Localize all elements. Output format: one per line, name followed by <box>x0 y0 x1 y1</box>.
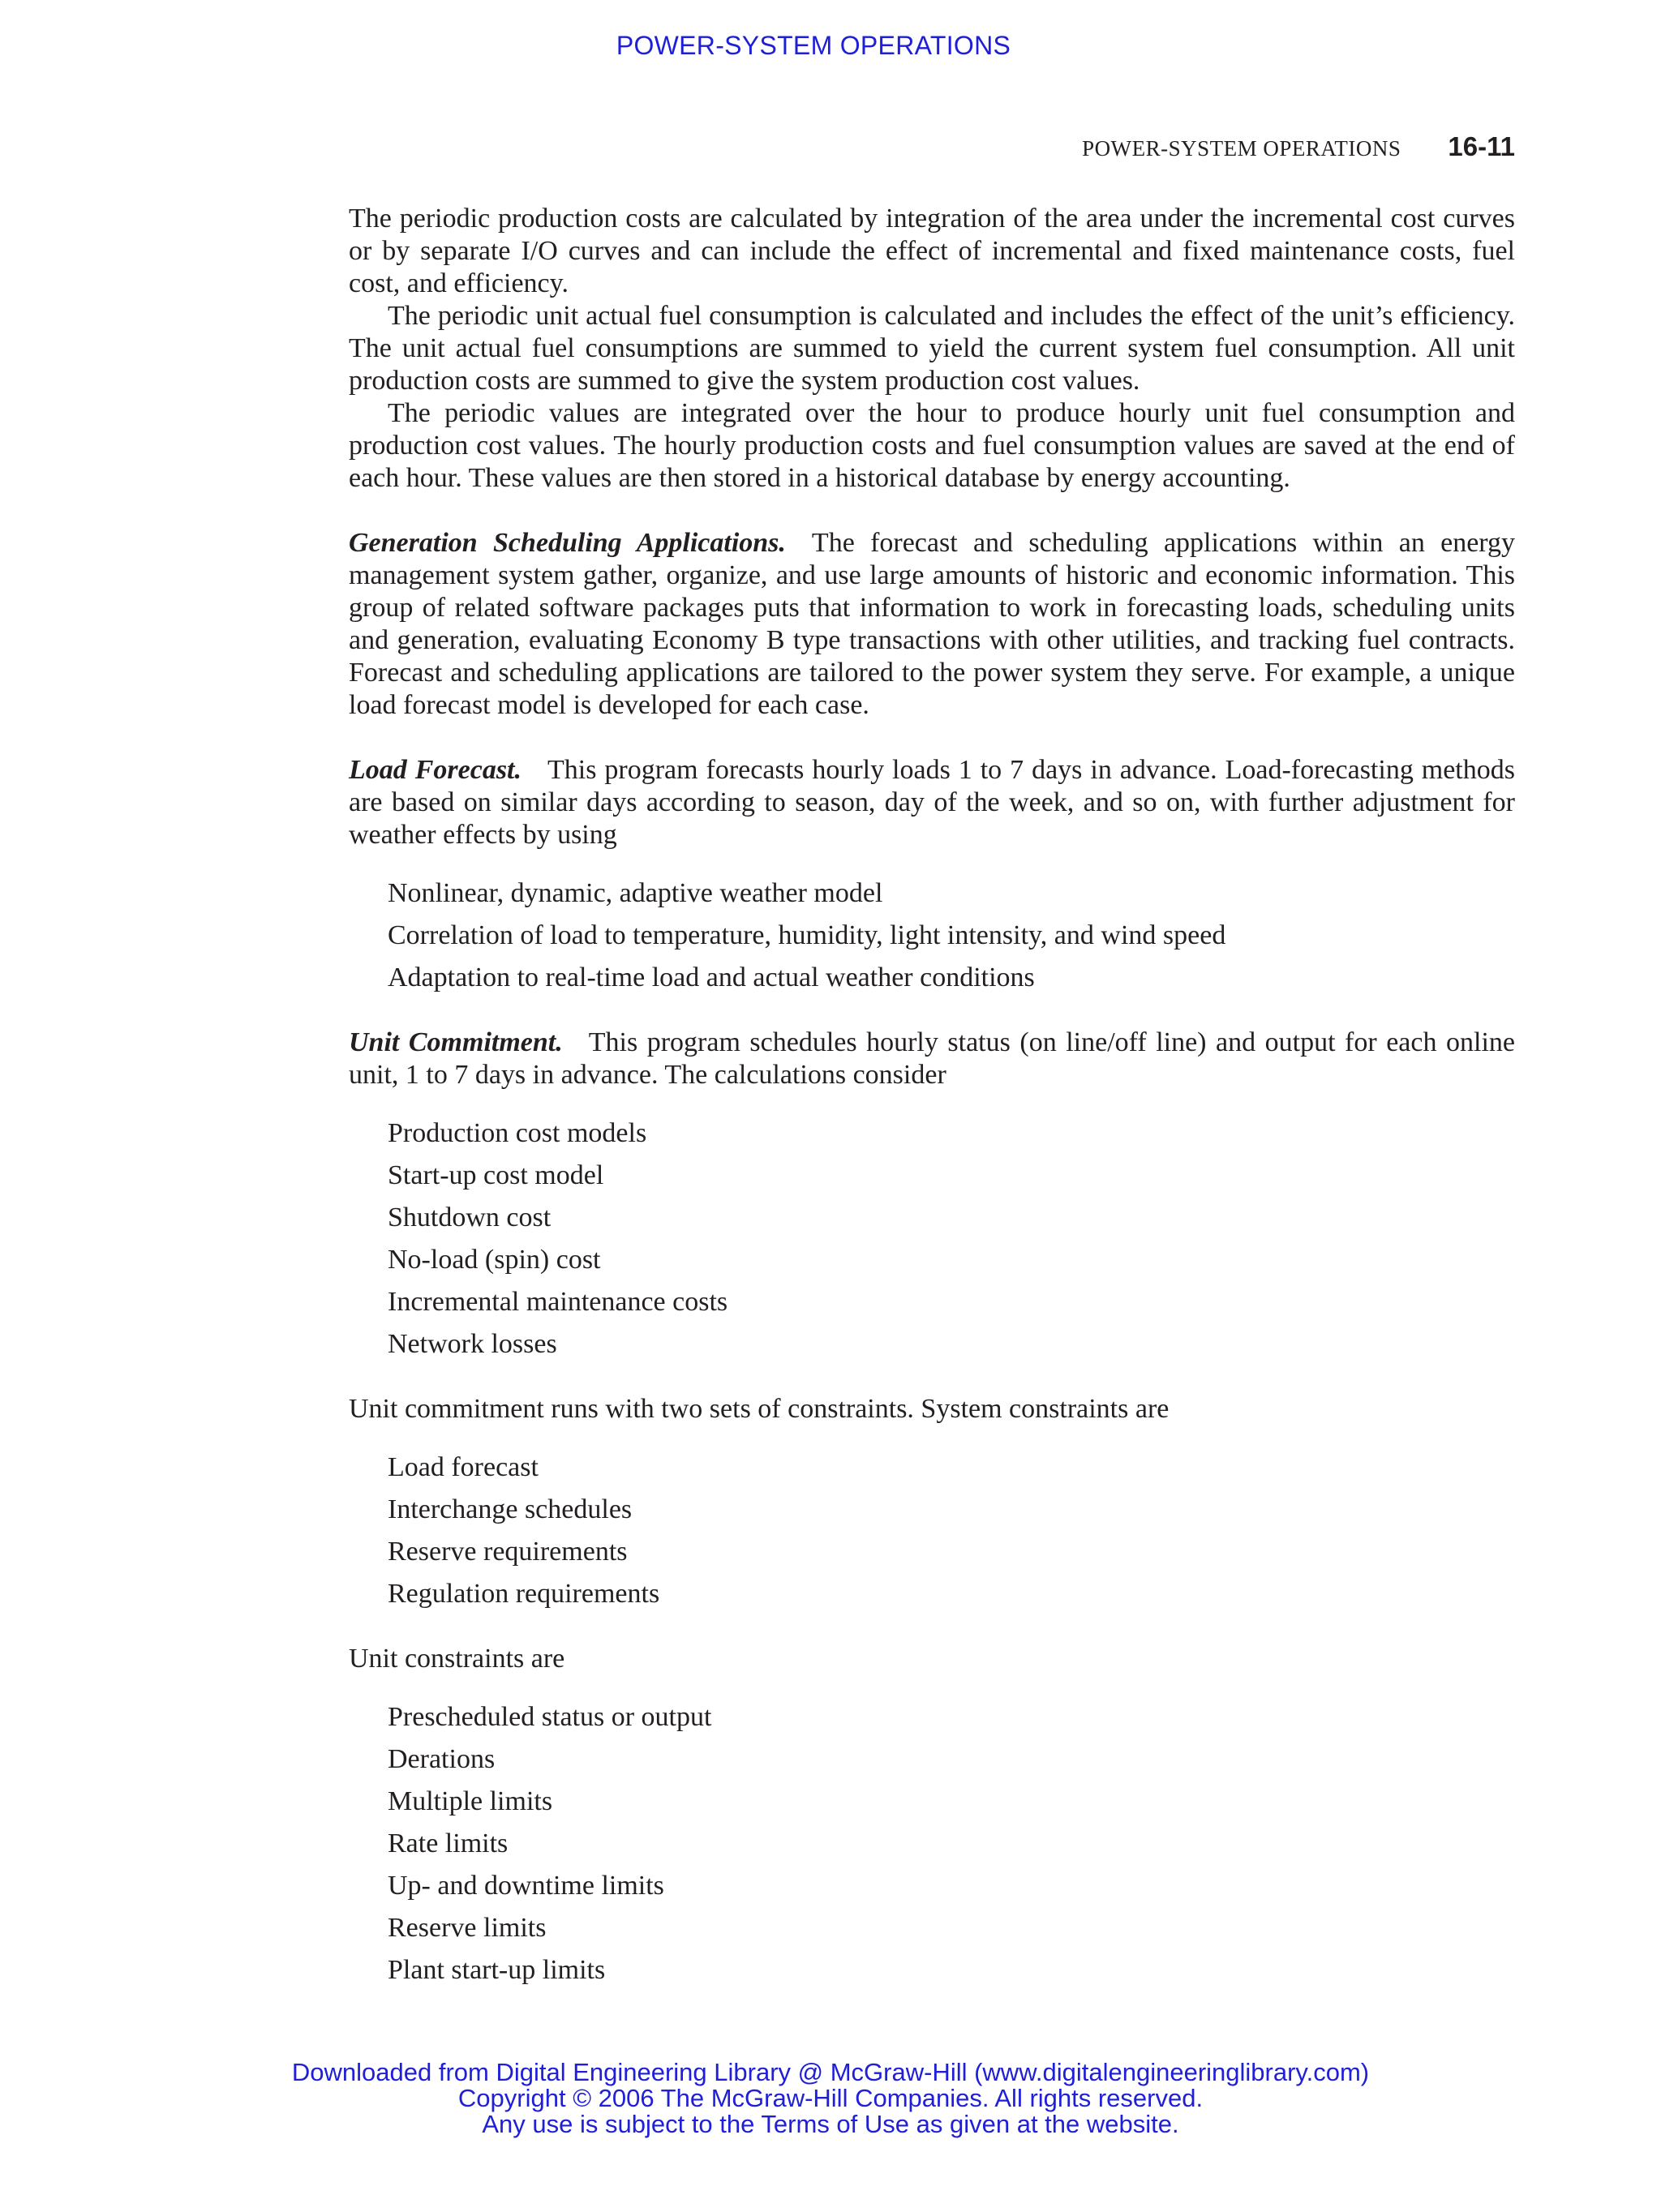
list-item: Plant start-up limits <box>388 1955 606 1985</box>
list-item: Regulation requirements <box>388 1579 660 1609</box>
calculations-list <box>349 1117 1515 1361</box>
unit-constraints-list <box>349 1701 1515 1987</box>
unit-constraints-intro: Unit constraints are <box>349 1644 565 1674</box>
list-item: Up- and downtime limits <box>388 1871 664 1901</box>
running-head-title: POWER-SYSTEM OPERATIONS <box>1082 136 1401 161</box>
load-forecast-list <box>349 877 1515 994</box>
section-text: This program schedules hourly status (on line/off line) and output for each online unit, 1 to 7 days in advance. The calculations consider <box>349 1027 1515 1090</box>
page-number: 16-11 <box>1448 131 1515 161</box>
section-text: The forecast and scheduling applications within an energy management system gather, organize, and use large amounts of historic and economic information. This group of related software packages puts that information to work in forecasting loads, scheduling units and generation, evaluating Economy B type transactions with other utilities, and tracking fuel contracts. Forecast and scheduling applications are tailored to the power system they serve. For example, a unique load forecast model is developed for each case. <box>349 528 1516 720</box>
list-item: Multiple limits <box>388 1786 553 1816</box>
section-load-forecast <box>349 754 1515 851</box>
system-constraints-list <box>349 1451 1515 1610</box>
list-item: Derations <box>388 1744 496 1774</box>
footer-download-line: Downloaded from Digital Engineering Library @ McGraw-Hill (www.digitalengineeringlibrary.com) <box>291 2058 1370 2086</box>
list-item: Shutdown cost <box>388 1202 552 1232</box>
section-text: This program forecasts hourly loads 1 to 7 days in advance. Load-forecasting methods are based on similar days according to season, day of the week, and so on, with further adjustment for weather effects by using <box>349 755 1515 850</box>
list-item: Load forecast <box>388 1452 539 1482</box>
system-constraints-intro: Unit commitment runs with two sets of constraints. System constraints are <box>349 1394 1170 1424</box>
footer-terms-line: Any use is subject to the Terms of Use as given at the website. <box>482 2110 1179 2138</box>
list-item: Start-up cost model <box>388 1160 604 1190</box>
list-item: No-load (spin) cost <box>388 1245 601 1275</box>
list-item: Incremental maintenance costs <box>388 1287 728 1317</box>
page-body <box>349 203 1515 1987</box>
list-item: Production cost models <box>388 1118 647 1148</box>
running-head <box>1082 131 1515 162</box>
paragraph-production-costs: The periodic production costs are calculated by integration of the area under the incremental cost curves or by separate I/O curves and can include the effect of incremental and fixed maintenance costs, fuel cost, and efficiency. <box>349 204 1515 298</box>
document-banner: POWER-SYSTEM OPERATIONS <box>616 31 1011 60</box>
list-item: Network losses <box>388 1329 557 1359</box>
footer-copyright-line: Copyright © 2006 The McGraw-Hill Companies. All rights reserved. <box>457 2084 1204 2112</box>
list-item: Reserve requirements <box>388 1537 628 1567</box>
list-item: Rate limits <box>388 1828 509 1858</box>
section-generation-scheduling <box>349 527 1515 722</box>
list-item: Adaptation to real-time load and actual weather conditions <box>388 962 1035 992</box>
section-unit-commitment <box>349 1027 1515 1091</box>
section-heading: Unit Commitment. <box>349 1027 563 1057</box>
paragraph-fuel-consumption: The periodic unit actual fuel consumption is calculated and includes the effect of the unit’s efficiency. The unit actual fuel consumptions are summed to yield the current system fuel consumption. All unit production costs are summed to give the system production cost values. <box>349 301 1515 396</box>
list-item: Nonlinear, dynamic, adaptive weather model <box>388 878 883 908</box>
section-heading: Load Forecast. <box>349 755 521 785</box>
download-footer <box>0 2060 1661 2137</box>
section-heading: Generation Scheduling Applications. <box>349 528 786 558</box>
list-item: Prescheduled status or output <box>388 1702 712 1732</box>
list-item: Reserve limits <box>388 1913 547 1943</box>
list-item: Interchange schedules <box>388 1494 633 1524</box>
list-item: Correlation of load to temperature, humidity, light intensity, and wind speed <box>388 920 1226 950</box>
paragraph-periodic-values: The periodic values are integrated over the hour to produce hourly unit fuel consumption and production cost values. The hourly production costs and fuel consumption values are saved at the end of each hour. These values are then stored in a historical database by energy accounting. <box>349 398 1515 493</box>
